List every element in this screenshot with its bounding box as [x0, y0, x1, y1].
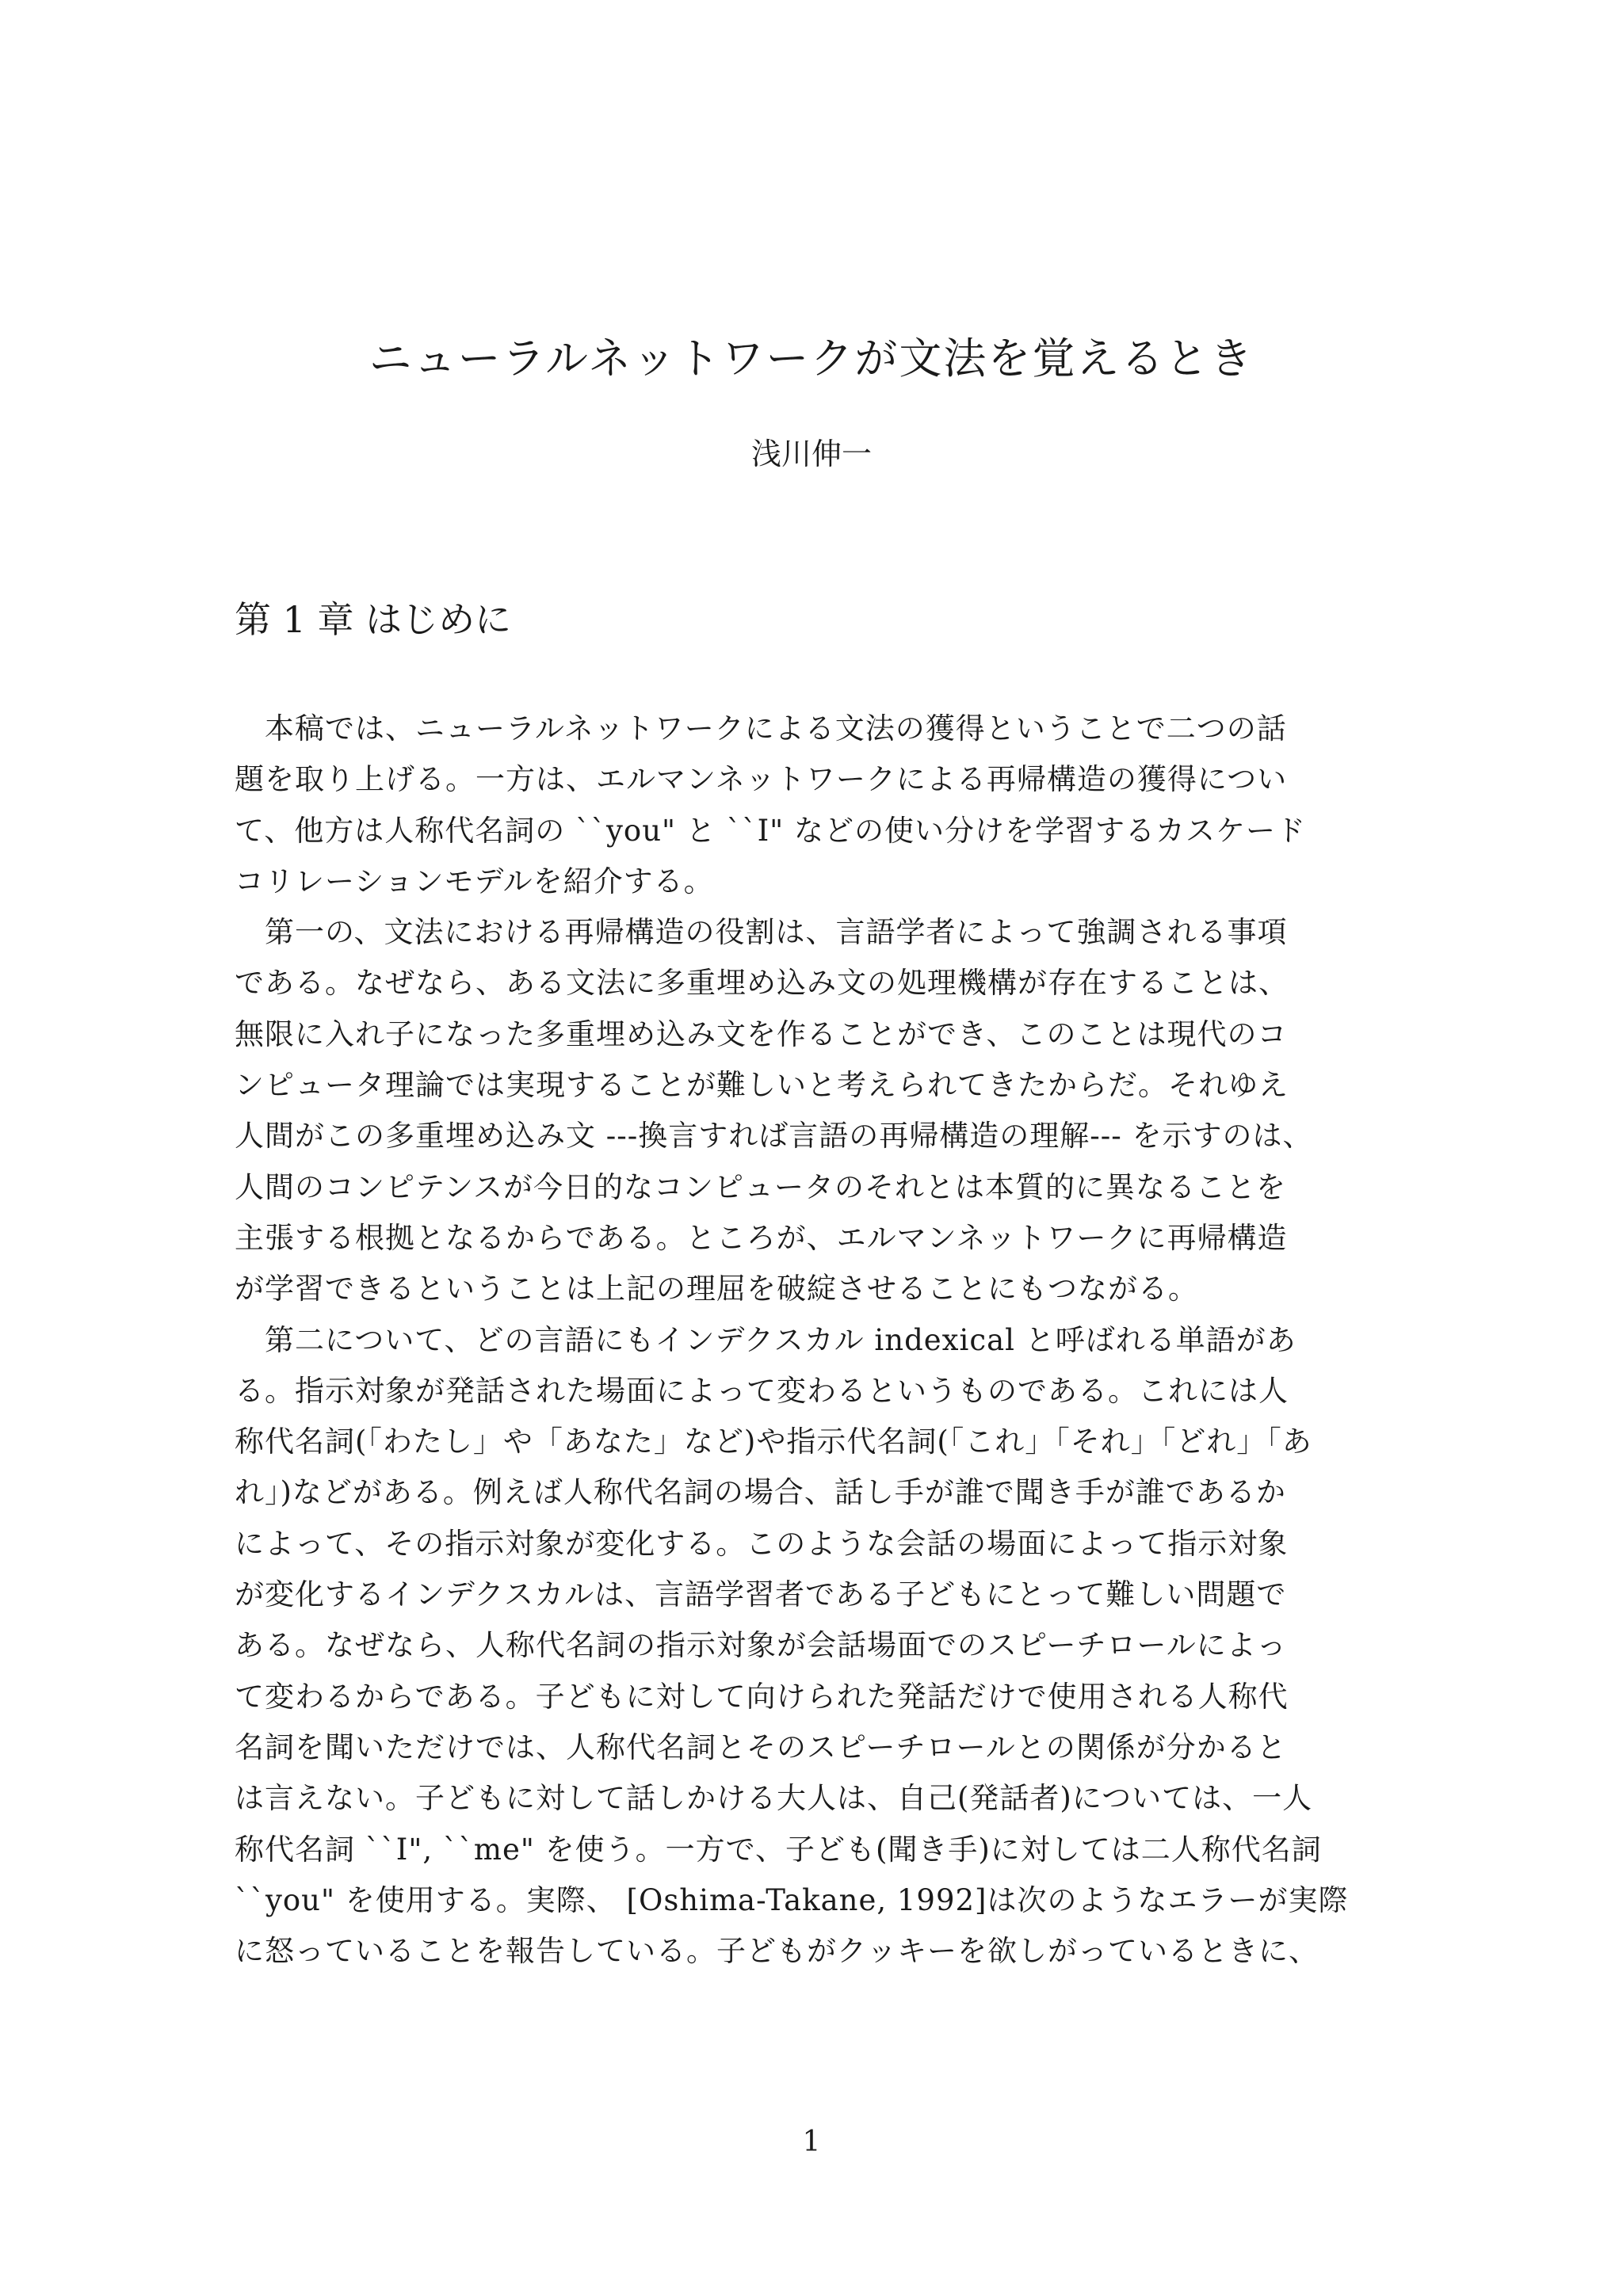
text-line: 人間のコンピテンスが今日的なコンピュータのそれとは本質的に異なることを — [235, 1169, 1287, 1204]
text-line: によって、その指示対象が変化する。このような会話の場面によって指示対象 — [235, 1526, 1289, 1561]
text-line: る。指示対象が発話された場面によって変わるというものである。これには人 — [235, 1373, 1289, 1408]
text-line: 人間がこの多重埋め込み文 ---換言すれば言語の再帰構造の理解--- を示すのは、 — [235, 1119, 1313, 1154]
text-line: 無限に入れ子になった多重埋め込み文を作ることができ、このことは現代のコ — [235, 1016, 1288, 1051]
text-line: に怒っていることを報告している。子どもがクッキーを欲しがっているときに、 — [235, 1934, 1319, 1969]
text-line: て変わるからである。子どもに対して向けられた発話だけで使用される人称代 — [235, 1679, 1289, 1714]
text-line: が変化するインデクスカルは、言語学習者である子どもにとって難しい問題で — [235, 1577, 1287, 1612]
text-line: 題を取り上げる。一方は、エルマンネットワークによる再帰構造の獲得につい — [235, 762, 1288, 797]
text-line: 称代名詞 ``I", ``me" を使う。一方で、子ども(聞き手)に対しては二人称代名詞 — [235, 1832, 1322, 1867]
page-number: 1 — [802, 2126, 821, 2158]
text-line: 名詞を聞いただけでは、人称代名詞とそのスピーチロールとの関係が分かると — [235, 1730, 1287, 1764]
author-name: 浅川伸一 — [750, 437, 872, 471]
text-line: 第一の、文法における再帰構造の役割は、言語学者によって強調される事項 — [235, 915, 1288, 950]
text-line: 本稿では、ニューラルネットワークによる文法の獲得ということで二つの話 — [235, 711, 1287, 746]
body-text — [235, 704, 1392, 1977]
text-line: れ」)などがある。例えば人称代名詞の場合、話し手が誰で聞き手が誰であるか — [235, 1475, 1286, 1510]
text-line: ンピュータ理論では実現することが難しいと考えられてきたからだ。それゆえ — [235, 1068, 1289, 1103]
text-line: は言えない。子どもに対して話しかける大人は、自己(発話者)については、一人 — [235, 1781, 1313, 1816]
text-line: 称代名詞(「わたし」や「あなた」など)や指示代名詞(「これ」「それ」「どれ」「あ — [235, 1425, 1312, 1459]
text-line: ある。なぜなら、人称代名詞の指示対象が会話場面でのスピーチロールによっ — [235, 1628, 1287, 1663]
text-line: 主張する根拠となるからである。ところが、エルマンネットワークに再帰構造 — [235, 1220, 1288, 1255]
chapter-heading: 第 1 章 はじめに — [235, 598, 512, 641]
text-line: て、他方は人称代名詞の ``you" と ``I" などの使い分けを学習するカスケード — [235, 813, 1306, 848]
text-line: である。なぜなら、ある文法に多重埋め込み文の処理機構が存在することは、 — [235, 966, 1289, 1001]
text-line: コリレーションモデルを紹介する。 — [235, 864, 714, 898]
paper-title: ニューラルネットワークが文法を覚えるとき — [369, 334, 1254, 383]
text-line: ``you" を使用する。実際、 [Oshima-Takane, 1992]は次のようなエラーが実際 — [235, 1882, 1349, 1917]
text-line: 第二について、どの言語にもインデクスカル indexical と呼ばれる単語があ — [235, 1322, 1296, 1357]
text-line: が学習できるということは上記の理屈を破綻させることにもつながる。 — [235, 1272, 1198, 1306]
